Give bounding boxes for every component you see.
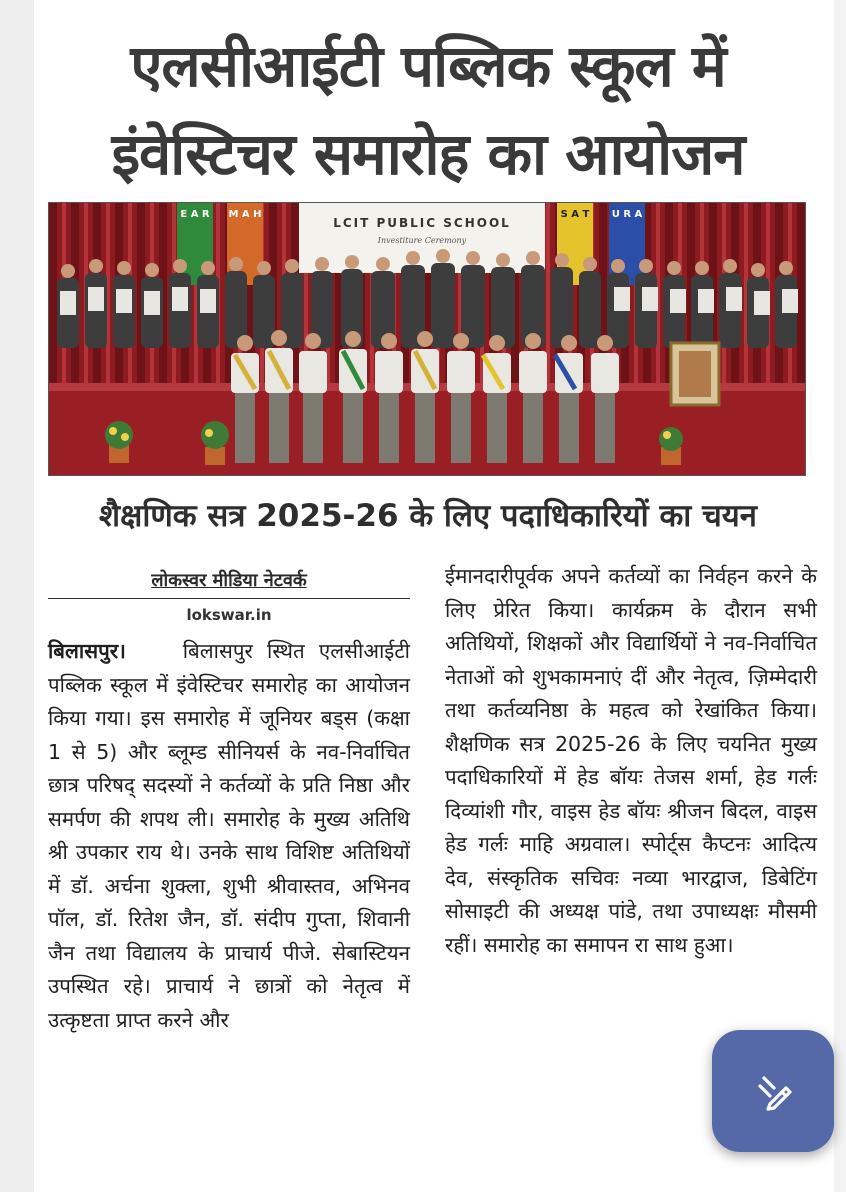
left-margin xyxy=(0,0,34,1192)
pillar-yellow-letters: S A T xyxy=(560,209,590,220)
edit-fab-button[interactable] xyxy=(712,1030,834,1152)
ceremony-photo xyxy=(48,202,806,476)
article-column-right xyxy=(445,560,817,962)
headline-line-2: इंवेस्टिचर समारोह का आयोजन xyxy=(111,120,745,188)
article-column-left xyxy=(48,566,410,1037)
pillar-green-letters: E A R xyxy=(180,209,210,220)
edit-pencil-icon xyxy=(750,1068,796,1114)
pillar-orange-letters: M A H xyxy=(228,209,262,220)
subheadline: शैक्षणिक सत्र 2025-26 के लिए पदाधिकारियों का चयन xyxy=(99,498,757,534)
banner-subtext: Investiture Ceremony xyxy=(377,236,467,245)
article-body-left xyxy=(48,635,410,1037)
website-link[interactable]: lokswar.in xyxy=(186,606,272,624)
right-margin xyxy=(834,0,846,1192)
pillar-blue-letters: U R A xyxy=(611,209,643,220)
byline-divider xyxy=(48,598,410,599)
banner-text: LCIT PUBLIC SCHOOL xyxy=(333,216,511,230)
headline-line-1: एलसीआईटी पब्लिक स्कूल में xyxy=(130,32,726,100)
article-body-right: ईमानदारीपूर्वक अपने कर्तव्यों का निर्वहन करने के लिए प्रेरित किया। कार्यक्रम के दौरान सभी अतिथियों, शिक्षकों और विद्यार्थियों ने नव-निर्वाचित नेताओं को शुभकामनाएं दीं और नेतृत्व, ज़िम्मेदारी तथा कर्तव्यनिष्ठा के महत्व को रेखांकित किया। शैक्षणिक सत्र 2025-26 के लिए चयनित मुख्य पदाधिकारियों में हेड बॉयः तेजस शर्मा, हेड गर्लः दिव्यांशी गौर, वाइस हेड बॉयः श्रीजन बिदल, वाइस हेड गर्लः माहि अग्रवाल। स्पोर्ट्स कैप्टनः आदित्य देव, संस्कृतिक सचिवः नव्या भारद्वाज, डिबेटिंग सोसाइटी की अध्यक्ष पांडे, तथा उपाध्यक्षः मौसमी रहीं। समारोह का समापन रा साथ हुआ। xyxy=(445,564,817,957)
ceremony-photo-illustration xyxy=(49,203,805,475)
dateline: बिलासपुर। xyxy=(48,639,126,663)
byline: लोकस्वर मीडिया नेटवर्क xyxy=(151,570,307,591)
headline xyxy=(48,22,808,198)
left-column-text: बिलासपुर स्थित एलसीआईटी पब्लिक स्कूल में इंवेस्टिचर समारोह का आयोजन किया गया। इस समारोह में जूनियर बड्स (कक्षा 1 से 5) और ब्लूम्ड सीनियर्स के नव-निर्वाचित छात्र परिषद् सदस्यों ने कर्तव्यों के प्रति निष्ठा और समर्पण की शपथ ली। समारोह के मुख्य अतिथि श्री उपकार राय थे। उनके साथ विशिष्ट अतिथियों में डॉ. अर्चना शुक्ला, शुभी श्रीवास्तव, अभिनव पॉल, डॉ. रितेश जैन, डॉ. संदीप गुप्ता, शिवानी जैन तथा विद्यालय के प्राचार्य पीजे. सेबास्टियन उपस्थित रहे। प्राचार्य ने छात्रों को नेतृत्व में उत्कृष्टता प्राप्त करने और xyxy=(48,639,410,1032)
